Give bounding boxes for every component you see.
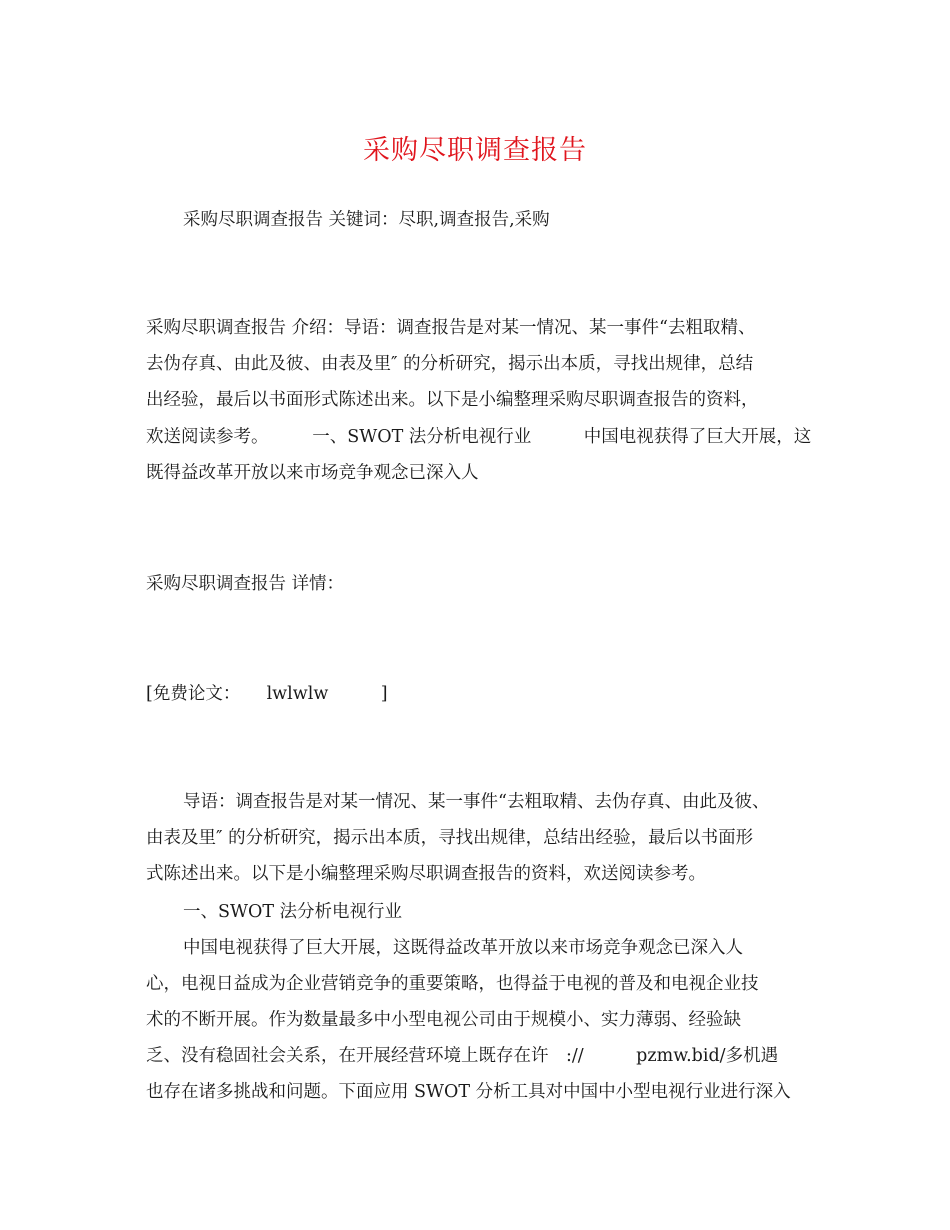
intro-line: 既得益改革开放以来市场竞争观念已深入人 (146, 463, 479, 483)
document-title: 采购尽职调查报告 (363, 135, 587, 166)
body-line: 乏、没有稳固社会关系，在开展经营环境上既存在许 :// pzmw.bid/多机遇 (146, 1046, 779, 1066)
intro-line: 欢送阅读参考。 一、SWOT 法分析电视行业 中国电视获得了巨大开展，这 (146, 427, 812, 447)
keywords-line: 采购尽职调查报告 关键词：尽职,调查报告,采购 (183, 210, 550, 230)
details-label: 采购尽职调查报告 详情： (146, 574, 345, 594)
section-heading: 一、SWOT 法分析电视行业 (183, 902, 403, 922)
body-line: 导语：调查报告是对某一情况、某一事件“去粗取精、去伪存真、由此及彼、 (183, 792, 770, 812)
body-line: 术的不断开展。作为数量最多中小型电视公司由于规模小、实力薄弱、经验缺 (146, 1010, 741, 1030)
intro-line: 采购尽职调查报告 介绍：导语：调查报告是对某一情况、某一事件“去粗取精、 (146, 318, 756, 338)
body-line: 由表及里″ 的分析研究，揭示出本质，寻找出规律，总结出经验，最后以书面形 (146, 828, 754, 848)
free-paper-line: [免费论文： lwlwlw ] (146, 684, 388, 704)
body-line: 心，电视日益成为企业营销竞争的重要策略，也得益于电视的普及和电视企业技 (146, 974, 759, 994)
intro-line: 去伪存真、由此及彼、由表及里″ 的分析研究，揭示出本质，寻找出规律，总结 (146, 354, 754, 374)
body-line: 式陈述出来。以下是小编整理采购尽职调查报告的资料，欢送阅读参考。 (146, 864, 706, 884)
intro-line: 出经验，最后以书面形式陈述出来。以下是小编整理采购尽职调查报告的资料， (146, 390, 759, 410)
body-line: 也存在诸多挑战和问题。下面应用 SWOT 分析工具对中国中小型电视行业进行深入 (146, 1082, 791, 1102)
body-line: 中国电视获得了巨大开展，这既得益改革开放以来市场竞争观念已深入人 (183, 938, 743, 958)
